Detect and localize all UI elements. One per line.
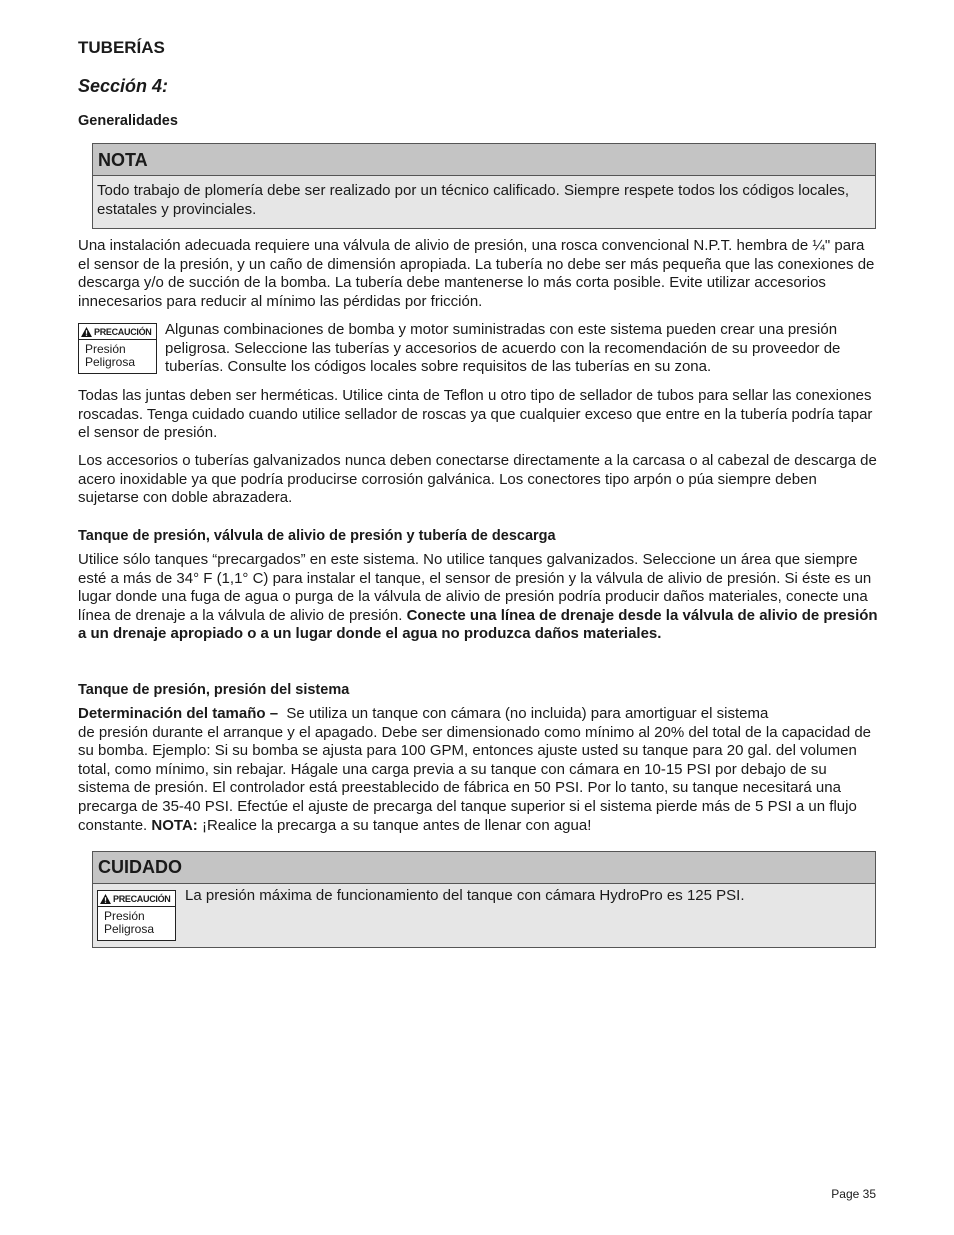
caution-label: [78, 323, 157, 374]
sizing-note-label: NOTA:: [151, 816, 198, 834]
caution-word: PRECAUCIÓN: [113, 893, 171, 904]
subheading-general: Generalidades: [78, 113, 178, 129]
paragraph-tanks-text: Utilice sólo tanques “precargados” en este sistema. No utilice tanques galvanizados. Seleccione un área que siempre esté a más de 34° F (1,1° C) para instalar el tanque, el sensor de presión y la válvula de alivio de presión. Si éste es un lugar donde una fuga de agua o purga de la válvula de alivio de presión podría producir daños materiales, conecte una línea de drenaje a la válvula de alivio de presión.: [78, 551, 872, 624]
section-heading: TUBERÍAS: [78, 38, 165, 57]
sizing-lead: Determinación del tamaño –: [78, 705, 279, 722]
sizing-text: de presión durante el arranque y el apagado. Debe ser dimensionado como mínimo al 20% del total de la capacidad de su bomba. Ejemplo: Si su bomba se ajusta para 100 GPM, entonces ajuste usted su tanque para 20 gal. del volumen total, como mínimo, sin rebajar. Hágale una carga previa a su tanque con cámara en 10-15 PSI por debajo de su sistema de presión. El controlador está preestablecido de fábrica en 50 PSI. Por lo tanto, su tanque necesitará una precarga de 35-40 PSI. Efectúe el ajuste de precarga del tanque superior si el sistema pierde más de 5 PSI a un flujo constante.: [78, 723, 872, 834]
cuidado-caution-label: [97, 890, 176, 941]
note-box-title: NOTA: [93, 144, 875, 176]
note-box: [92, 143, 876, 229]
paragraph-galvanized: Los accesorios o tuberías galvanizados nunca deben conectarse directamente a la carcasa o al cabezal de descarga de acero inoxidable ya que podría producirse corrosión galvánica. Los conectores tipo arpón o púa siempre deben sujetarse con doble abrazadera.: [78, 452, 877, 507]
caution-line-2: Peligrosa: [85, 355, 136, 369]
paragraph-installation: Una instalación adecuada requiere una válvula de alivio de presión, una rosca convencional N.P.T. hembra de ¼" para el sensor de la presión, y un caño de dimensión apropiada. La tubería no debe ser más pequeña que las conexiones de descarga y/o de succión de la bomba. La tubería debe mantenerse lo más corta posible. Evite utilizar accesorios innecesarios para reducir al mínimo las pérdidas por fricción.: [78, 237, 875, 310]
paragraph-tanks-warning: Conecte una línea de drenaje desde la válvula de alivio de presión a un drenaje apropiado o a un lugar donde el agua no produzca daños materiales.: [78, 606, 878, 643]
caution-line-2: Peligrosa: [104, 922, 155, 936]
paragraph-caution: Algunas combinaciones de bomba y motor suministradas con este sistema pueden crear una presión peligrosa. Seleccione las tuberías y accesorios de acuerdo con la recomendación de su proveedor de tuberías. Consulte los códigos locales sobre requisitos de las tuberías en su zona.: [165, 321, 841, 376]
subheading-tank-valve: Tanque de presión, válvula de alivio de presión y tubería de descarga: [78, 528, 556, 544]
paragraph-joints: Todas las juntas deben ser herméticas. Utilice cinta de Teflon u otro tipo de sellador de tubos para sellar las conexiones roscadas. Tenga cuidado cuando utilice sellador de roscas ya que cualquier exceso que entre en la tubería podría tapar el sensor de presión.: [78, 387, 873, 442]
subheading-tank-pressure: Tanque de presión, presión del sistema: [78, 682, 350, 698]
page-number: Page 35: [831, 1187, 876, 1201]
cuidado-box-title: CUIDADO: [93, 852, 875, 884]
sizing-first-line: Se utiliza un tanque con cámara (no incluida) para amortiguar el sistema: [286, 705, 769, 722]
caution-word: PRECAUCIÓN: [94, 326, 152, 337]
paragraph-sizing: [78, 705, 878, 835]
paragraph-tanks: [78, 551, 878, 644]
sizing-note-text: ¡Realice la precarga a su tanque antes de llenar con agua!: [201, 816, 592, 834]
note-box-text: Todo trabajo de plomería debe ser realizado por un técnico calificado. Siempre respete todos los códigos locales, estatales y provinciales.: [97, 182, 850, 218]
cuidado-box-text: La presión máxima de funcionamiento del tanque con cámara HydroPro es 125 PSI.: [185, 887, 745, 904]
caution-line-1: Presión: [85, 342, 126, 356]
caution-line-1: Presión: [104, 909, 145, 923]
warning-triangle-icon: [100, 894, 111, 904]
cuidado-box: [92, 851, 876, 948]
warning-triangle-icon: [81, 327, 92, 337]
section-number: Sección 4:: [78, 76, 169, 96]
